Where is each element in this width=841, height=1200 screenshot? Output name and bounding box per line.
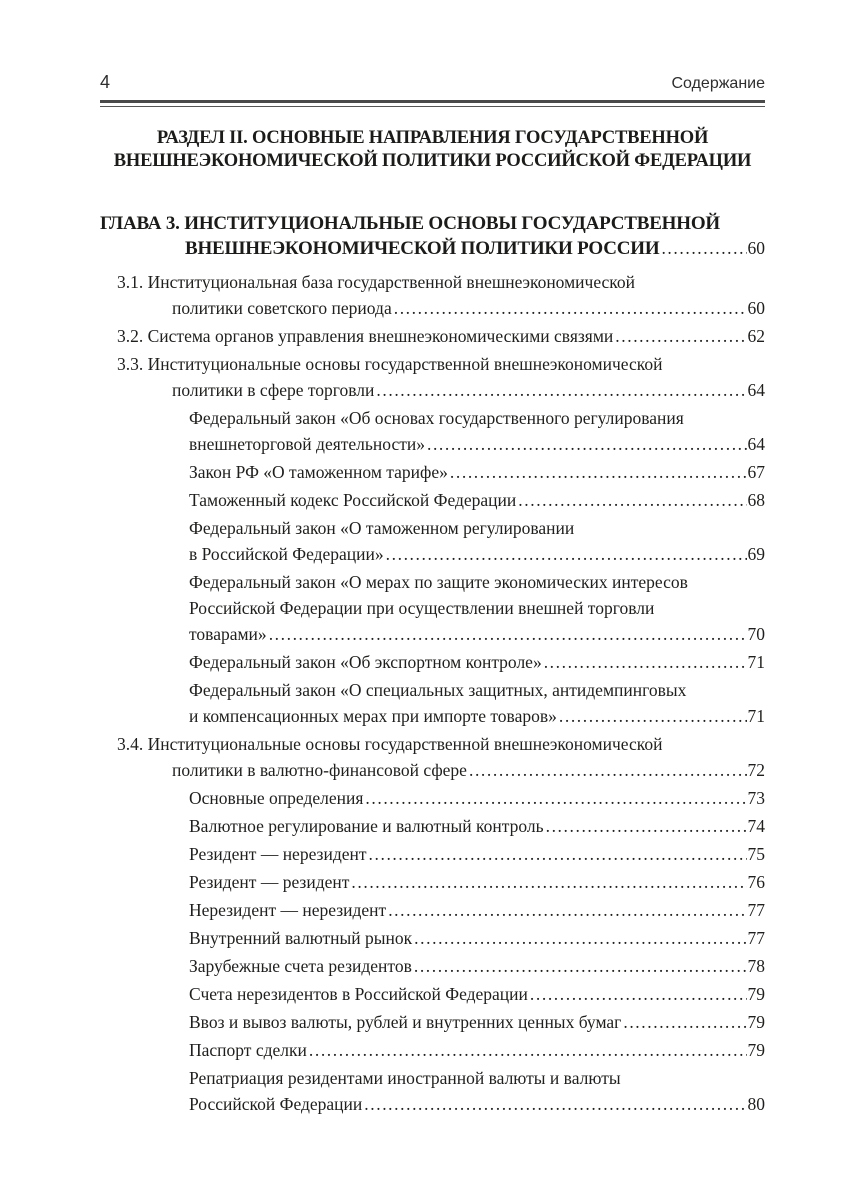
page-number: 77: [747, 900, 765, 920]
entry-text: Федеральный закон «Об основах государственного регулирования: [189, 408, 684, 428]
entry-text: 3.1. Институциональная база государственной внешнеэкономической: [117, 272, 636, 292]
entry-text: Зарубежные счета резидентов: [189, 956, 412, 976]
entry-text: Российской Федерации: [189, 1094, 363, 1114]
entry-text: Основные определения: [189, 788, 364, 808]
header-rule-thin: [100, 106, 765, 108]
dot-leader: [269, 621, 747, 647]
section-title-line: РАЗДЕЛ II. ОСНОВНЫЕ НАПРАВЛЕНИЯ ГОСУДАРСТВЕННОЙ: [156, 128, 709, 148]
entry-text: Счета нерезидентов в Российской Федерации: [189, 984, 528, 1004]
entry-text: Внутренний валютный рынок: [189, 928, 413, 948]
page-number: 71: [747, 652, 765, 672]
page-number: 74: [747, 816, 765, 836]
page-number: 60: [747, 298, 765, 318]
page-number: 78: [747, 956, 765, 976]
page-number-header: 4: [100, 72, 111, 92]
dot-leader: [386, 541, 747, 567]
toc-entry: [100, 459, 765, 485]
page-number: 79: [747, 984, 765, 1004]
page-number: 79: [747, 1040, 765, 1060]
dot-leader: [559, 703, 747, 729]
header-rule-thick: [100, 100, 765, 103]
toc-entry: [100, 677, 765, 729]
toc-entry-line: [100, 649, 765, 675]
toc-entry: [100, 981, 765, 1007]
page-number: 62: [747, 326, 765, 346]
toc-entry: [100, 953, 765, 979]
entry-text: Российской Федерации при осуществлении внешней торговли: [189, 598, 655, 618]
chapter-heading: [100, 211, 765, 261]
dot-leader: [365, 785, 746, 811]
page-number: 67: [747, 462, 765, 482]
toc-entry-line: [100, 377, 765, 403]
entry-text: политики в сфере торговли: [172, 380, 375, 400]
chapter-heading-line2: ВНЕШНЕЭКОНОМИЧЕСКОЙ ПОЛИТИКИ РОССИИ ..... 60: [100, 236, 765, 261]
toc-entry-line: [100, 569, 765, 595]
toc-entry: [100, 813, 765, 839]
toc-entry-line: [100, 1065, 765, 1091]
toc-entry-line: [100, 405, 765, 431]
entry-text: 3.3. Институциональные основы государственной внешнеэкономической: [117, 354, 663, 374]
dot-leader: [364, 1091, 746, 1117]
entry-text: Федеральный закон «О таможенном регулировании: [189, 518, 575, 538]
entry-text: Федеральный закон «О специальных защитных, антидемпинговых: [189, 680, 687, 700]
dot-leader: [469, 757, 747, 783]
toc-entry-line: [100, 515, 765, 541]
page-number: 69: [747, 544, 765, 564]
toc-entry-line: [100, 703, 765, 729]
entry-text: 3.2. Система органов управления внешнеэкономическими связями: [117, 326, 614, 346]
toc-entry-line: [100, 841, 765, 867]
entry-text: Федеральный закон «О мерах по защите экономических интересов: [189, 572, 688, 592]
entry-text: товарами»: [189, 624, 267, 644]
entry-text: Нерезидент — нерезидент: [189, 900, 387, 920]
toc-entry: [100, 405, 765, 457]
toc-entry-line: [100, 269, 765, 295]
toc-entry-line: [100, 351, 765, 377]
toc-entry: [100, 785, 765, 811]
toc-entry: [100, 569, 765, 647]
toc-entry-line: [100, 813, 765, 839]
page-number: 75: [747, 844, 765, 864]
dot-leader: [518, 487, 746, 513]
dot-leader: [623, 1009, 746, 1035]
toc-entry-line: [100, 459, 765, 485]
page-number: 71: [747, 706, 765, 726]
toc-entry: [100, 269, 765, 321]
toc-entry: [100, 897, 765, 923]
page-number: 76: [747, 872, 765, 892]
entry-text: Репатриация резидентами иностранной валюты и валюты: [189, 1068, 621, 1088]
toc-entry: [100, 1065, 765, 1117]
toc-entry: [100, 323, 765, 349]
chapter-heading-line1: ГЛАВА 3. ИНСТИТУЦИОНАЛЬНЫЕ ОСНОВЫ ГОСУДАРСТВЕННОЙ: [100, 213, 720, 234]
dot-leader: [394, 295, 747, 321]
dot-leader: [546, 813, 747, 839]
toc-entry-line: [100, 925, 765, 951]
toc-entry: [100, 841, 765, 867]
toc-entry-line: [100, 897, 765, 923]
dot-leader: [450, 459, 747, 485]
toc-entry-line: [100, 487, 765, 513]
toc-entry: [100, 487, 765, 513]
section-title: [100, 127, 765, 173]
dot-leader: [661, 236, 746, 261]
toc-entry-line: [100, 981, 765, 1007]
dot-leader: [351, 869, 746, 895]
toc-entry: [100, 649, 765, 675]
toc-entry-line: [100, 953, 765, 979]
entry-text: 3.4. Институциональные основы государственной внешнеэкономической: [117, 734, 663, 754]
page-number: 73: [747, 788, 765, 808]
toc-entry-line: [100, 541, 765, 567]
toc-entry-line: [100, 869, 765, 895]
toc-entry-line: [100, 677, 765, 703]
dot-leader: [309, 1037, 747, 1063]
table-of-contents: [100, 269, 765, 1117]
chapter-page-number: 60: [747, 238, 765, 258]
entry-text: Таможенный кодекс Российской Федерации: [189, 490, 517, 510]
page-number: 64: [747, 434, 765, 454]
page-number: 68: [747, 490, 765, 510]
page-number: 80: [747, 1094, 765, 1114]
toc-entry-line: [100, 757, 765, 783]
toc-entry-line: [100, 731, 765, 757]
page-number: 77: [747, 928, 765, 948]
toc-entry: [100, 925, 765, 951]
entry-text: внешнеторговой деятельности»: [189, 434, 425, 454]
entry-text: Резидент — нерезидент: [189, 844, 367, 864]
entry-text: и компенсационных мерах при импорте товаров»: [189, 706, 557, 726]
entry-text: Закон РФ «О таможенном тарифе»: [189, 462, 448, 482]
toc-entry-line: [100, 595, 765, 621]
dot-leader: [414, 925, 746, 951]
toc-entry-line: [100, 1037, 765, 1063]
entry-text: политики советского периода: [172, 298, 392, 318]
toc-entry: [100, 351, 765, 403]
entry-text: Паспорт сделки: [189, 1040, 307, 1060]
toc-entry-line: [100, 621, 765, 647]
page-number: 70: [747, 624, 765, 644]
section-title-line: ВНЕШНЕЭКОНОМИЧЕСКОЙ ПОЛИТИКИ РОССИЙСКОЙ ФЕДЕРАЦИИ: [113, 151, 752, 171]
page-number: 64: [747, 380, 765, 400]
entry-text: политики в валютно-финансовой сфере: [172, 760, 467, 780]
toc-entry: [100, 731, 765, 783]
dot-leader: [530, 981, 747, 1007]
entry-text: Валютное регулирование и валютный контроль: [189, 816, 544, 836]
dot-leader: [414, 953, 747, 979]
dot-leader: [369, 841, 747, 867]
toc-entry-line: [100, 1091, 765, 1117]
entry-text: Федеральный закон «Об экспортном контроле»: [189, 652, 542, 672]
entry-text: Резидент — резидент: [189, 872, 350, 892]
entry-text: в Российской Федерации»: [189, 544, 384, 564]
dot-leader: [615, 323, 746, 349]
toc-entry: [100, 1009, 765, 1035]
toc-entry: [100, 869, 765, 895]
header-section-label: Содержание: [671, 75, 765, 92]
page-number: 79: [747, 1012, 765, 1032]
toc-entry-line: [100, 785, 765, 811]
toc-entry: [100, 515, 765, 567]
dot-leader: [388, 897, 746, 923]
dot-leader: [427, 431, 747, 457]
toc-entry-line: [100, 295, 765, 321]
entry-text: Ввоз и вывоз валюты, рублей и внутренних ценных бумаг: [189, 1012, 622, 1032]
toc-entry-line: [100, 1009, 765, 1035]
toc-entry: [100, 1037, 765, 1063]
page-number: 72: [747, 760, 765, 780]
page-header: [100, 72, 765, 93]
toc-entry-line: [100, 431, 765, 457]
dot-leader: [544, 649, 747, 675]
toc-entry-line: [100, 323, 765, 349]
dot-leader: [376, 377, 746, 403]
